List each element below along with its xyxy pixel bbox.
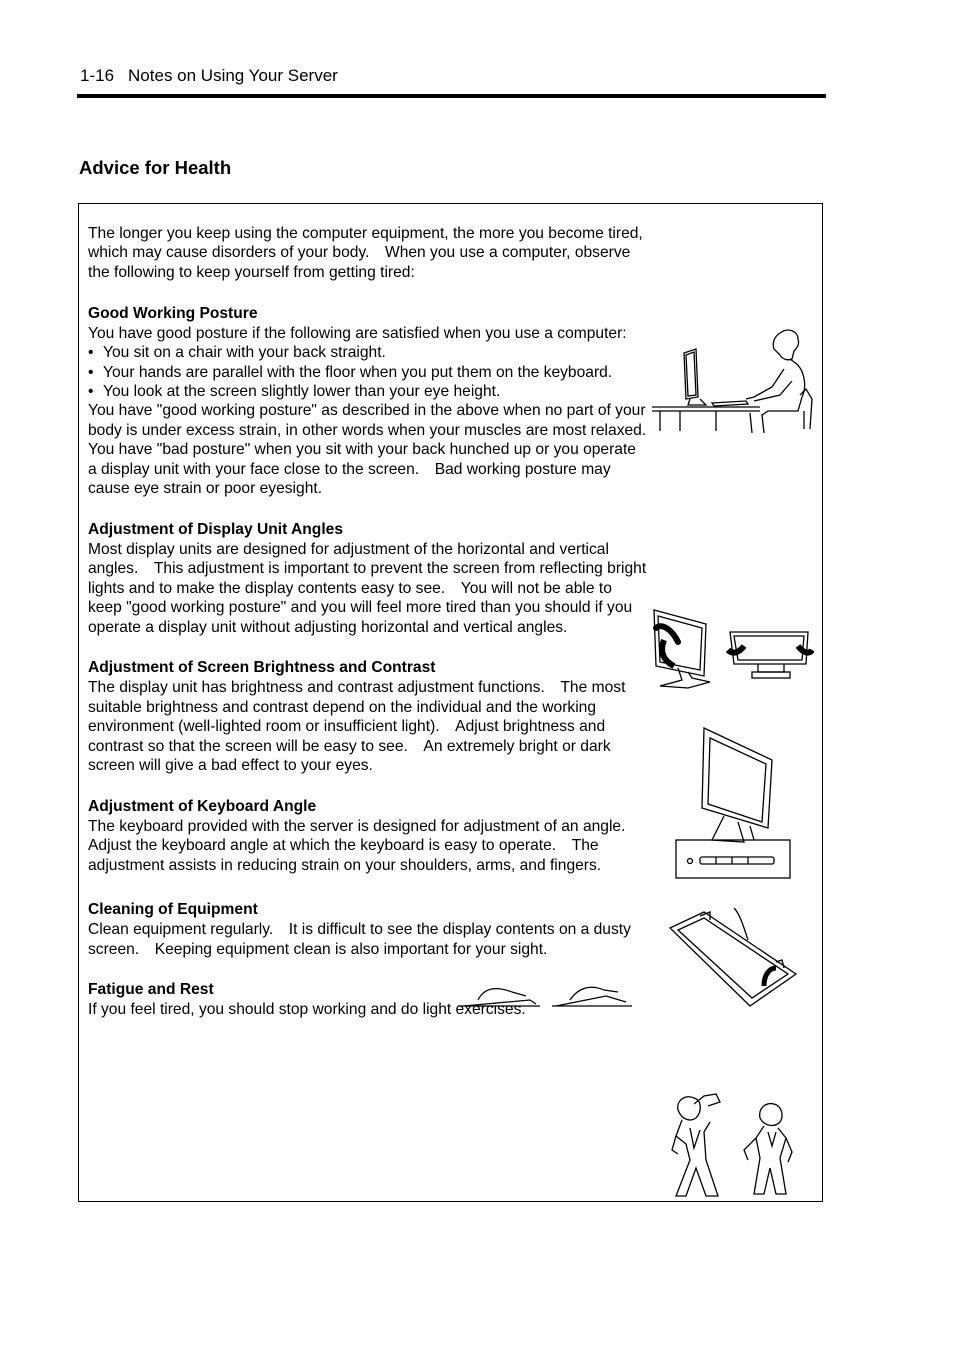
seated-posture-illustration <box>650 325 816 433</box>
display-angles-heading: Adjustment of Display Unit Angles <box>88 520 344 538</box>
monitor-tilt-swivel-illustration <box>648 606 814 692</box>
bullet-mark: • <box>88 382 94 400</box>
display-angles-body: Most display units are designed for adjustment of the horizontal and vertical angles. This adjustment is important to prevent the screen from reflecting bright lights and to make the display contents easy to see. You will not be able to keep "good working posture" and you will feel more tired than you should if you operate a display unit without adjusting horizontal and vertical angles. <box>88 540 647 636</box>
posture-lead: You have good posture if the following are satisfied when you use a computer: <box>88 324 627 342</box>
cleaning-body: Clean equipment regularly. It is difficult to see the display contents on a dusty screen. Keeping equipment clean is also important for your sight. <box>88 921 631 958</box>
bullet-mark: • <box>88 344 94 362</box>
bullet-text: You look at the screen slightly lower than your eye height. <box>103 382 501 400</box>
brightness-heading: Adjustment of Screen Brightness and Contrast <box>88 659 436 677</box>
cleaning-heading: Cleaning of Equipment <box>88 901 258 919</box>
intro-paragraph: The longer you keep using the computer equipment, the more you become tired, which may cause disorders of your body. When you use a computer, observe the following to keep yourself from getting tired: <box>88 225 643 281</box>
hands-on-keyboard-illustration <box>456 980 634 1008</box>
posture-bullet-2 <box>88 363 648 382</box>
keyboard-heading: Adjustment of Keyboard Angle <box>88 797 317 815</box>
chapter-title: Notes on Using Your Server <box>128 66 338 85</box>
header-rule <box>77 94 826 98</box>
monitor-controls-illustration <box>674 726 792 880</box>
section-title: Advice for Health <box>79 157 232 178</box>
brightness-body: The display unit has brightness and contrast adjustment functions. The most suitable brightness and contrast depend on the individual and the working environment (well-lighted room or insufficient light). Adjust brightness and contrast so that the screen will be easy to see. An extremely bright or dark screen will give a bad effect to your eyes. <box>88 679 626 775</box>
posture-heading: Good Working Posture <box>88 304 258 322</box>
posture-bullet-3 <box>88 382 648 401</box>
page-number: 1-16 <box>80 66 115 85</box>
keyboard-body: The keyboard provided with the server is designed for adjustment of an angle. Adjust the keyboard angle at which the keyboard is easy to operate. The adjustment assists in reducing strain on your shoulders, arms, and fingers. <box>88 817 642 874</box>
stretching-people-illustration <box>664 1088 804 1200</box>
bullet-mark: • <box>88 363 94 381</box>
page-header <box>80 66 338 86</box>
posture-paragraph-good: You have "good working posture" as described in the above when no part of your body is under excess strain, in other words when your muscles are most relaxed. <box>88 402 647 439</box>
bullet-text: You sit on a chair with your back straight. <box>103 344 386 362</box>
posture-bullet-1 <box>88 343 648 362</box>
fatigue-heading: Fatigue and Rest <box>88 981 214 999</box>
posture-paragraph-bad: You have "bad posture" when you sit with your back hunched up or you operate a display unit with your face close to the screen. Bad working posture may cause eye strain or poor eyesight. <box>88 441 636 497</box>
content-column <box>88 224 648 1020</box>
fatigue-body: If you feel tired, you should stop working and do light exercises. <box>88 1001 526 1019</box>
keyboard-tilt-illustration <box>666 906 800 1010</box>
bullet-text: Your hands are parallel with the floor when you put them on the keyboard. <box>103 363 613 381</box>
